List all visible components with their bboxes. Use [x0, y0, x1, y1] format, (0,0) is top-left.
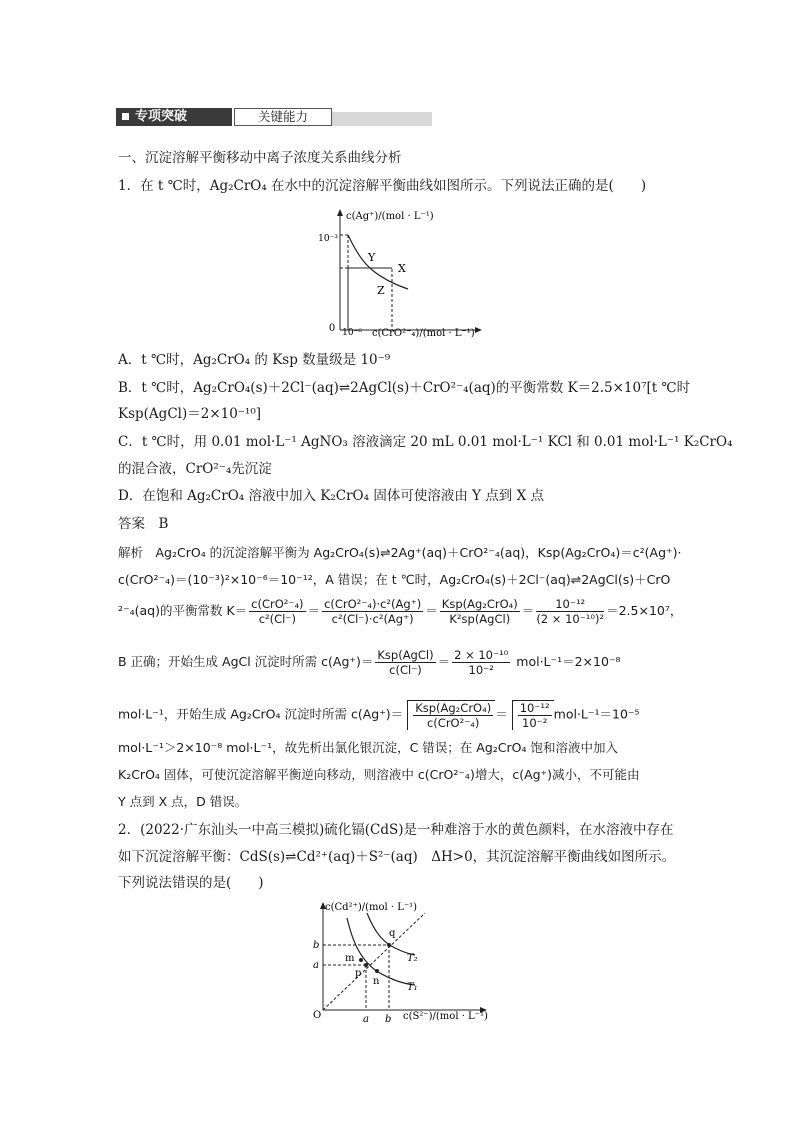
fraction-3: $\frac{\text{Ksp(Ag₂CrO₄)}}{\text{K²sp(AgCl)}}$	[441, 597, 518, 626]
fraction-6: $\frac{\text{2 × 10⁻¹⁰}}{\text{10⁻²}}$	[454, 648, 509, 677]
y-axis-arrow-icon	[337, 209, 343, 216]
section-banner	[116, 106, 432, 128]
analysis-line8: Y 点到 X 点，D 错误。	[118, 794, 248, 809]
q2-line1: 2．(2022·广东汕头一中高三模拟)硫化镉(CdS)是一种难溶于水的黄色颜料，在水溶液中存在	[118, 822, 674, 838]
fraction-5: $\frac{\text{Ksp(AgCl)}}{c(Cl^-)}$	[377, 648, 434, 677]
curve-label-t2: T₂	[407, 953, 418, 964]
banner-secondary: 关键能力	[234, 108, 332, 126]
point-p: p	[355, 968, 362, 979]
q1-option-c-line1: C．t ℃时，用 0.01 mol·L⁻¹ AgNO₃ 溶液滴定 20 mL 0.01 mol·L⁻¹ KCl 和 0.01 mol·L⁻¹ K₂CrO₄	[118, 434, 733, 450]
sqrt-2: $\frac{\text{10⁻¹²}}{\text{10⁻²}}$	[512, 700, 554, 730]
fraction-1: $\frac{\text{c(CrO²⁻₄)}}{\text{c²(Cl⁻)}}$	[251, 597, 304, 626]
q1-chart	[310, 205, 490, 340]
square-icon	[122, 113, 129, 120]
analysis-line7: K₂CrO₄ 固体，可使沉淀溶解平衡逆向移动，则溶液中 c(CrO²⁻₄)增大，c(Ag⁺)减小，不可能由	[118, 767, 640, 782]
point-z: Z	[377, 284, 385, 297]
marker-p	[364, 963, 368, 967]
analysis-line1: 解析 Ag₂CrO₄ 的沉淀溶解平衡为 Ag₂CrO₄(s)⇌2Ag⁺(aq)＋CrO²⁻₄(aq)，Ksp(Ag₂CrO₄)＝c²(Ag⁺)·	[118, 545, 682, 560]
analysis-line6: mol·L⁻¹＞2×10⁻⁸ mol·L⁻¹，故先析出氯化银沉淀，C 错误；在 Ag₂CrO₄ 饱和溶液中加入	[118, 740, 618, 755]
analysis-line3: ²⁻₄(aq)的平衡常数 K＝ $\frac{\text{c(CrO²⁻₄)}}{\text{c²(Cl⁻)}}$ ＝ $\frac{\text{c(CrO²⁻₄)·c²(Ag⁺)}}{\text{c²(Cl⁻)·c²(Ag⁺)}}$ ＝ $\frac{\text{Ksp(Ag₂CrO₄)}}{\text{K²sp(AgCl)}}$ ＝ $\frac{\text{10⁻¹²}}{\text{(2 × 10⁻¹⁰)²}}$ ＝2.5×10⁷，	[118, 597, 683, 626]
curve-label-t1: T₁	[407, 982, 418, 993]
q2-chart	[305, 898, 500, 1026]
y-axis-label: c(Ag⁺)/(mol · L⁻¹)	[346, 211, 434, 222]
analysis-line2: c(CrO²⁻₄)＝(10⁻³)²×10⁻⁶＝10⁻¹²，A 错误；在 t ℃时，Ag₂CrO₄(s)＋2Cl⁻(aq)⇌2AgCl(s)＋CrO	[118, 572, 671, 587]
point-y: Y	[368, 251, 376, 264]
x-tick-b: b	[385, 1014, 392, 1025]
x-axis-label: c(CrO²⁻₄)/(mol · L⁻¹)	[372, 328, 475, 339]
guide-box	[348, 268, 392, 330]
marker-m	[359, 958, 363, 962]
q1-option-c-line2: 的混合液，CrO²⁻₄先沉淀	[118, 461, 272, 477]
y-axis-label: c(Cd²⁺)/(mol · L⁻¹)	[325, 902, 418, 913]
analysis-line5: mol·L⁻¹，开始生成 Ag₂CrO₄ 沉淀时所需 c(Ag⁺)＝ $\frac{\text{Ksp(Ag₂CrO₄)}}{\text{c(CrO²⁻₄)}}$ ＝ $\frac{\text{10⁻¹²}}{\text{10⁻²}}$ mol·L⁻¹＝10⁻⁵	[118, 701, 640, 730]
point-n: n	[373, 976, 380, 987]
q2-line3: 下列说法错误的是( )	[118, 875, 264, 891]
fraction-4: $\frac{\text{10⁻¹²}}{\text{(2 × 10⁻¹⁰)²}}$	[536, 597, 605, 626]
y-tick-a: a	[313, 960, 319, 971]
y-tick: 10⁻³	[318, 234, 338, 244]
point-q: q	[389, 928, 396, 939]
point-x: X	[398, 262, 406, 275]
origin-label: O	[313, 1010, 322, 1021]
analysis-line4: B 正确；开始生成 AgCl 沉淀时所需 c(Ag⁺)＝ $\frac{\text{Ksp(AgCl)}}{c(Cl^-)}$ ＝ $\frac{\text{2 × 10⁻¹⁰}}{\text{10⁻²}}$ mol·L⁻¹＝2×10⁻⁸	[118, 648, 621, 677]
x-tick-a: a	[363, 1014, 369, 1025]
fraction-2: $\frac{\text{c(CrO²⁻₄)·c²(Ag⁺)}}{\text{c²(Cl⁻)·c²(Ag⁺)}}$	[324, 597, 422, 626]
x-tick: 10⁻⁶	[342, 328, 362, 338]
banner-primary: 专项突破	[116, 108, 232, 126]
x-axis-arrow-icon	[475, 327, 482, 333]
sqrt-1: $\frac{\text{Ksp(Ag₂CrO₄)}}{\text{c(CrO²⁻₄)}}$	[407, 700, 495, 730]
section-title: 一、沉淀溶解平衡移动中离子浓度关系曲线分析	[118, 150, 402, 166]
q2-line2: 如下沉淀溶解平衡：CdS(s)⇌Cd²⁺(aq)＋S²⁻(aq) ΔH>0，其沉淀溶解平衡曲线如图所示。	[118, 849, 676, 865]
q1-option-b-line2: Ksp(AgCl)＝2×10⁻¹⁰]	[118, 406, 262, 422]
q1-option-a: A．t ℃时，Ag₂CrO₄ 的 Ksp 数量级是 10⁻⁹	[118, 352, 391, 368]
x-axis-label: c(S²⁻)/(mol · L⁻¹)	[403, 1011, 488, 1022]
q1-option-d: D．在饱和 Ag₂CrO₄ 溶液中加入 K₂CrO₄ 固体可使溶液由 Y 点到 X 点	[118, 488, 545, 504]
marker-n	[375, 969, 379, 973]
q1-option-b-line1: B．t ℃时，Ag₂CrO₄(s)＋2Cl⁻(aq)⇌2AgCl(s)＋CrO²⁻₄(aq)的平衡常数 K＝2.5×10⁷[t ℃时	[118, 380, 691, 396]
origin-label: 0	[328, 323, 336, 334]
q1-stem: 1．在 t ℃时，Ag₂CrO₄ 在水中的沉淀溶解平衡曲线如图所示。下列说法正确的是( )	[118, 178, 647, 194]
q1-answer: 答案 B	[118, 516, 169, 532]
y-tick-b: b	[313, 940, 320, 951]
marker-q	[387, 943, 391, 947]
banner-bar	[332, 112, 432, 126]
point-m: m	[345, 953, 355, 964]
